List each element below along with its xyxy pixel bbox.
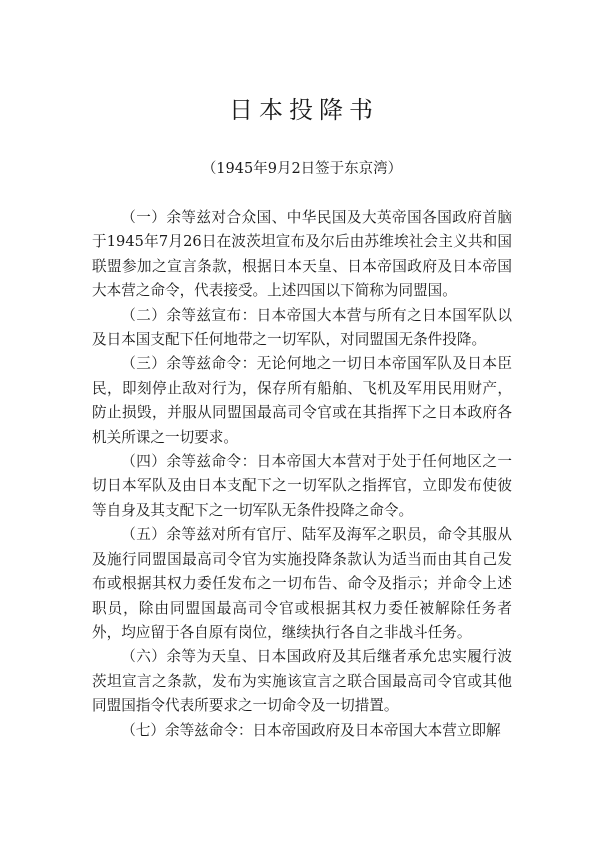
document-body — [92, 206, 512, 743]
paragraph-7: （七）余等兹命令：日本帝国政府及日本帝国大本营立即解 — [121, 721, 501, 739]
paragraph-3: （三）余等兹命令：无论何地之一切日本帝国军队及日本臣民，即刻停止敌对行为，保存所有船舶、飞机及军用民用财产，防止损毁，并服从同盟国最高司令官或在其指挥下之日本政府各机关所课之一切要求。 — [92, 355, 512, 446]
document-title: 日本投降书 — [229, 96, 379, 124]
paragraph-1: （一）余等兹对合众国、中华民国及大英帝国各国政府首脑于1945年7月26日在波茨坦宣布及尔后由苏维埃社会主义共和国联盟参加之宣言条款，根据日本天皇、日本帝国政府及日本帝国大本营之命令，代表接受。上述四国以下简称为同盟国。 — [92, 209, 512, 300]
paragraph-2: （二）余等兹宣布：日本帝国大本营与所有之日本国军队以及日本国支配下任何地带之一切军队，对同盟国无条件投降。 — [92, 306, 512, 349]
paragraph-6: （六）余等为天皇、日本国政府及其后继者承允忠实履行波茨坦宣言之条款，发布为实施该宣言之联合国最高司令官或其他同盟国指令代表所要求之一切命令及一切措置。 — [92, 648, 512, 715]
paragraph-5: （五）余等兹对所有官厅、陆军及海军之职员，命令其服从及施行同盟国最高司令官为实施投降条款认为适当而由其自己发布或根据其权力委任发布之一切布告、命令及指示；并命令上述职员，除由同盟国最高司令官或根据其权力委任被解除任务者外，均应留于各自原有岗位，继续执行各自之非战斗任务。 — [92, 526, 512, 641]
document-subtitle: （1945年9月2日签于东京湾） — [201, 161, 403, 177]
paragraph-4: （四）余等兹命令：日本帝国大本营对于处于任何地区之一切日本军队及由日本支配下之一切军队之指挥官，立即发布使彼等自身及其支配下之一切军队无条件投降之命令。 — [92, 453, 512, 519]
